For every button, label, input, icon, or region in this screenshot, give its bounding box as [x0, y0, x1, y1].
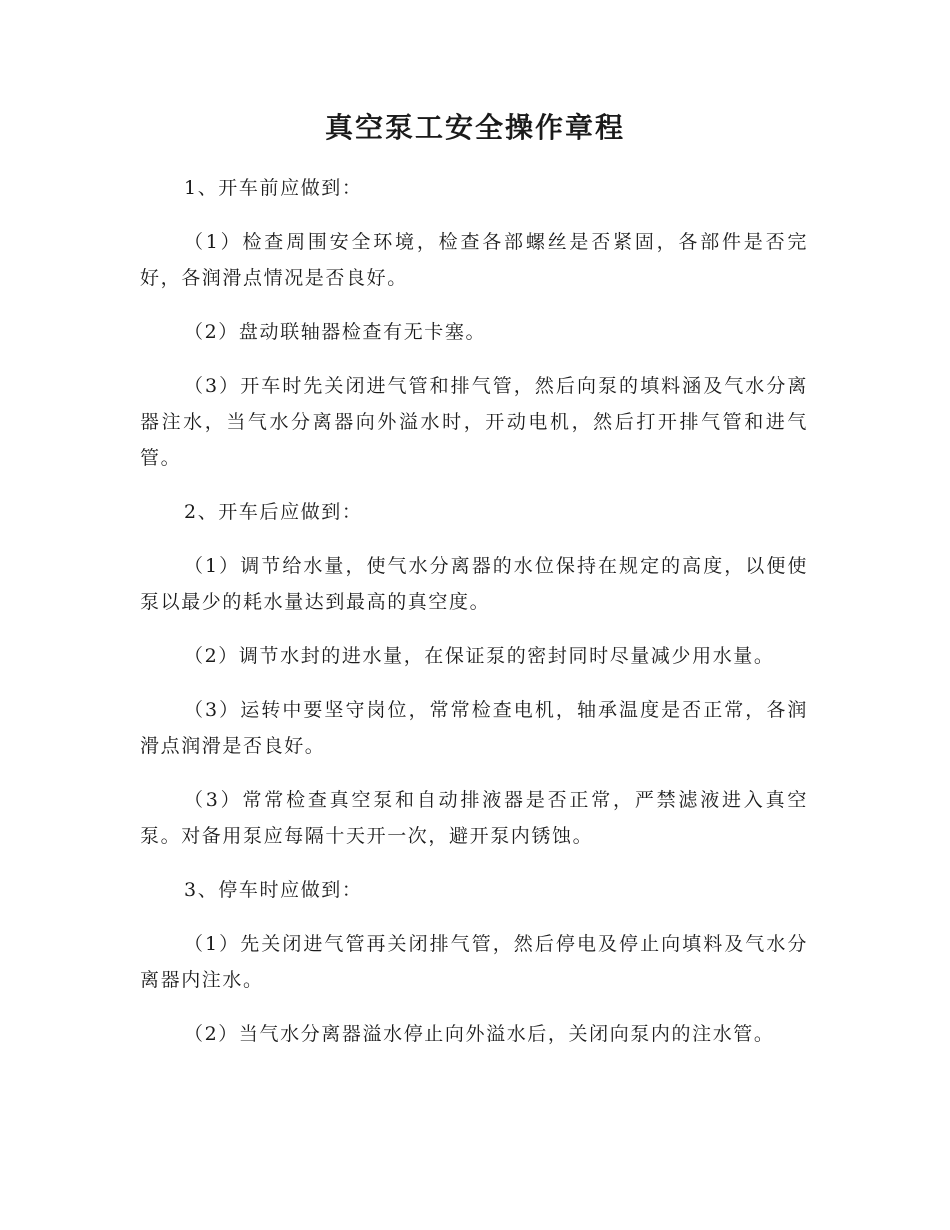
paragraph: （3）常常检查真空泵和自动排液器是否正常，严禁滤液进入真空泵。对备用泵应每隔十天开一次，避开泵内锈蚀。	[140, 789, 808, 847]
section-heading: 1、开车前应做到：	[184, 177, 363, 199]
paragraph: （1）调节给水量，使气水分离器的水位保持在规定的高度，以便使泵以最少的耗水量达到最高的真空度。	[140, 555, 808, 613]
document-body	[140, 170, 808, 1070]
paragraph: （2）调节水封的进水量，在保证泵的密封同时尽量减少用水量。	[184, 645, 775, 667]
section-heading: 3、停车时应做到：	[184, 879, 363, 901]
section-heading: 2、开车后应做到：	[184, 501, 363, 523]
document-title: 真空泵工安全操作章程	[324, 111, 625, 144]
paragraph: （2）盘动联轴器检查有无卡塞。	[184, 321, 487, 343]
paragraph: （1）先关闭进气管再关闭排气管，然后停电及停止向填料及气水分离器内注水。	[140, 933, 808, 991]
paragraph: （1）检查周围安全环境，检查各部螺丝是否紧固，各部件是否完好，各润滑点情况是否良好。	[140, 231, 808, 289]
paragraph: （3）开车时先关闭进气管和排气管，然后向泵的填料涵及气水分离器注水，当气水分离器向外溢水时，开动电机，然后打开排气管和进气管。	[140, 375, 808, 469]
paragraph: （2）当气水分离器溢水停止向外溢水后，关闭向泵内的注水管。	[184, 1023, 775, 1045]
paragraph: （3）运转中要坚守岗位，常常检查电机，轴承温度是否正常，各润滑点润滑是否良好。	[140, 699, 808, 757]
